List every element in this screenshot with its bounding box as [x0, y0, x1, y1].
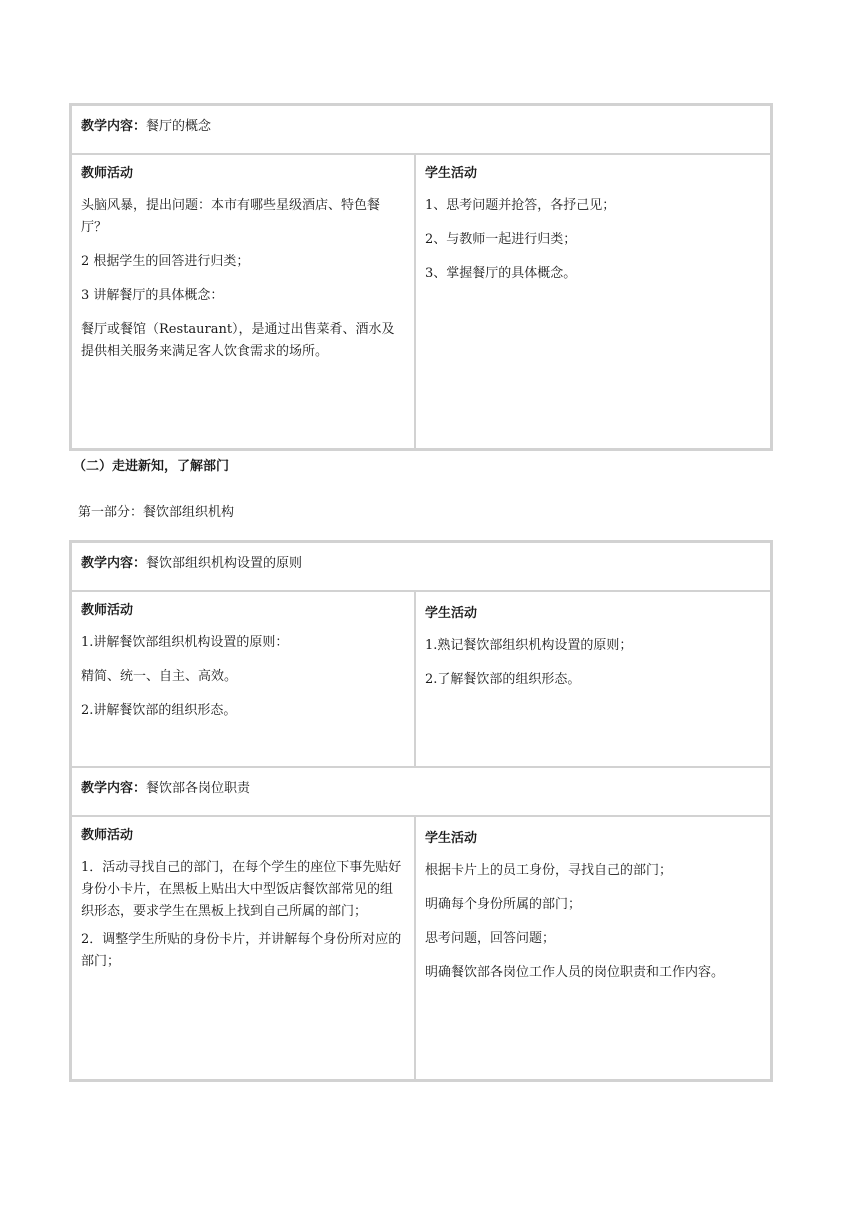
- teacher-activity-cell: [72, 592, 416, 766]
- student-activity-cell: [416, 592, 770, 766]
- teacher-item: 3 讲解餐厅的具体概念：: [81, 288, 224, 303]
- teacher-item: 1．活动寻找自己的部门，在每个学生的座位下事先贴好身份小卡片，在黑板上贴出大中型饭店餐饮部常见的组织形态，要求学生在黑板上找到自己所属的部门；: [81, 860, 402, 919]
- student-item: 根据卡片上的员工身份，寻找自己的部门；: [425, 863, 673, 878]
- student-item: 2.了解餐饮部的组织形态。: [425, 672, 581, 687]
- activity-row: [72, 155, 770, 448]
- teacher-item: 2 根据学生的回答进行归类；: [81, 254, 250, 269]
- teacher-item: 头脑风暴，提出问题：本市有哪些星级酒店、特色餐厅？: [81, 198, 381, 235]
- teacher-activity-heading: 教师活动: [81, 828, 134, 843]
- student-item: 明确每个身份所属的部门；: [425, 897, 582, 912]
- teacher-item: 2．调整学生所贴的身份卡片，并讲解每个身份所对应的部门；: [81, 932, 402, 969]
- teacher-item: 1.讲解餐饮部组织机构设置的原则：: [81, 635, 289, 650]
- content-value: 餐饮部各岗位职责: [146, 781, 251, 796]
- student-item: 1.熟记餐饮部组织机构设置的原则；: [425, 638, 633, 653]
- part-title: 第一部分：餐饮部组织机构: [78, 505, 235, 520]
- student-activity-heading: 学生活动: [425, 831, 478, 846]
- content-row: [72, 768, 770, 817]
- content-label: 教学内容：: [81, 119, 147, 134]
- content-row: [72, 543, 770, 592]
- teacher-item: 餐厅或餐馆（Restaurant），是通过出售菜肴、酒水及提供相关服务来满足客人饮食需求的场所。: [81, 322, 395, 359]
- teacher-activity-cell: [72, 817, 416, 1079]
- teacher-item: 精简、统一、自主、高效。: [81, 669, 238, 684]
- student-item: 思考问题，回答问题；: [425, 931, 556, 946]
- student-item: 1、思考问题并抢答，各抒己见；: [425, 198, 616, 213]
- student-item: 明确餐饮部各岗位工作人员的岗位职责和工作内容。: [425, 965, 725, 980]
- teacher-item: 2.讲解餐饮部的组织形态。: [81, 703, 237, 718]
- student-activity-heading: 学生活动: [425, 606, 478, 621]
- student-item: 2、与教师一起进行归类；: [425, 232, 577, 247]
- content-value: 餐饮部组织机构设置的原则: [146, 556, 303, 571]
- lesson-table-restaurant-concept: [69, 103, 773, 451]
- content-row: [72, 106, 770, 155]
- content-label: 教学内容：: [81, 781, 147, 796]
- teacher-activity-heading: 教师活动: [81, 166, 134, 181]
- content-label: 教学内容：: [81, 556, 147, 571]
- student-item: 3、掌握餐厅的具体概念。: [425, 266, 577, 281]
- student-activity-cell: [416, 155, 770, 448]
- teacher-activity-cell: [72, 155, 416, 448]
- lesson-table-catering-org: [69, 540, 773, 1082]
- activity-row: [72, 592, 770, 768]
- student-activity-cell: [416, 817, 770, 1079]
- section-title: （二）走进新知，了解部门: [73, 459, 230, 474]
- activity-row: [72, 817, 770, 1079]
- content-value: 餐厅的概念: [146, 119, 212, 134]
- student-activity-heading: 学生活动: [425, 166, 478, 181]
- teacher-activity-heading: 教师活动: [81, 603, 134, 618]
